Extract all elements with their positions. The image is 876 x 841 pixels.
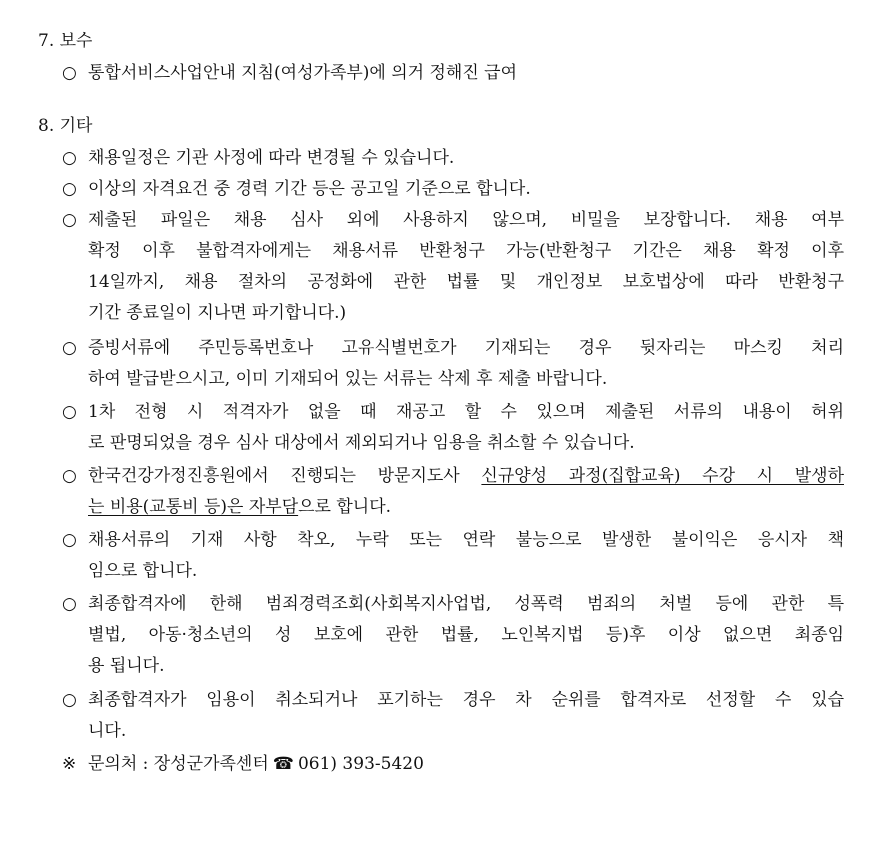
item-line: 채용일정은 기관 사정에 따라 변경될 수 있습니다. [88, 148, 455, 168]
bullet-icon: ○ [62, 210, 77, 230]
bullet-icon: ○ [62, 148, 77, 168]
item-line: 로 판명되었을 경우 심사 대상에서 제외되거나 임용을 취소할 수 있습니다. [88, 433, 635, 453]
item-line: 1차 전형 시 적격자가 없을 때 재공고 할 수 있으며 제출된 서류의 내용이 허위 [88, 402, 844, 422]
contact-note [62, 752, 424, 776]
item-line: 별법, 아동·청소년의 성 보호에 관한 법률, 노인복지법 등)후 이상 없으면 최종임 [88, 625, 844, 645]
item-line: 하여 발급받으시고, 이미 기재되어 있는 서류는 삭제 후 제출 바랍니다. [88, 369, 608, 389]
item-line: 확정 이후 불합격자에게는 채용서류 반환청구 가능(반환청구 기간은 채용 확정 이후 [88, 241, 844, 261]
item-line: 제출된 파일은 채용 심사 외에 사용하지 않으며, 비밀을 보장합니다. 채용 여부 [88, 210, 844, 230]
item-line: 기간 종료일이 지나면 파기합니다.) [88, 303, 347, 323]
item-line: 증빙서류에 주민등록번호나 고유식별번호가 기재되는 경우 뒷자리는 마스킹 처리 [88, 338, 844, 358]
item-line [88, 495, 391, 519]
item-line: 최종합격자가 임용이 취소되거나 포기하는 경우 차 순위를 합격자로 선정할 수 있습 [88, 690, 844, 710]
section-8-title: 8. 기타 [38, 116, 93, 136]
contact-label: 문의처 : 장성군가족센터 [88, 754, 269, 774]
reference-mark: ※ [62, 754, 77, 774]
item-line: 임으로 합니다. [88, 561, 198, 581]
underlined-text: 는 비용(교통비 등)은 자부담 [88, 497, 299, 517]
item-line: 최종합격자에 한해 범죄경력조회(사회복지사업법, 성폭력 범죄의 처벌 등에 관한 특 [88, 594, 844, 614]
item-text: 한국건강가정진흥원에서 진행되는 방문지도사 [88, 466, 482, 486]
bullet-icon: ○ [62, 338, 77, 358]
section-7-title: 7. 보수 [38, 31, 93, 51]
telephone-icon: ☎ [272, 754, 294, 774]
bullet-icon: ○ [62, 530, 77, 550]
item-line: 이상의 자격요건 중 경력 기간 등은 공고일 기준으로 합니다. [88, 179, 531, 199]
item-line: 통합서비스사업안내 지침(여성가족부)에 의거 정해진 급여 [88, 63, 518, 83]
item-line: 니다. [88, 721, 127, 741]
bullet-icon: ○ [62, 690, 77, 710]
item-text: 으로 합니다. [298, 497, 392, 517]
item-line: 용 됩니다. [88, 656, 165, 676]
contact-phone: 061) 393-5420 [297, 754, 424, 774]
bullet-icon: ○ [62, 402, 77, 422]
bullet-icon: ○ [62, 594, 77, 614]
underlined-text: 신규양성 과정(집합교육) 수강 시 발생하 [481, 466, 844, 486]
item-line: 14일까지, 채용 절차의 공정화에 관한 법률 및 개인정보 보호법상에 따라 반환청구 [88, 272, 844, 292]
bullet-icon: ○ [62, 466, 77, 486]
item-line: 채용서류의 기재 사항 착오, 누락 또는 연락 불능으로 발생한 불이익은 응시자 책 [88, 530, 844, 550]
bullet-icon: ○ [62, 179, 77, 199]
item-line [88, 464, 844, 488]
bullet-icon: ○ [62, 63, 77, 83]
